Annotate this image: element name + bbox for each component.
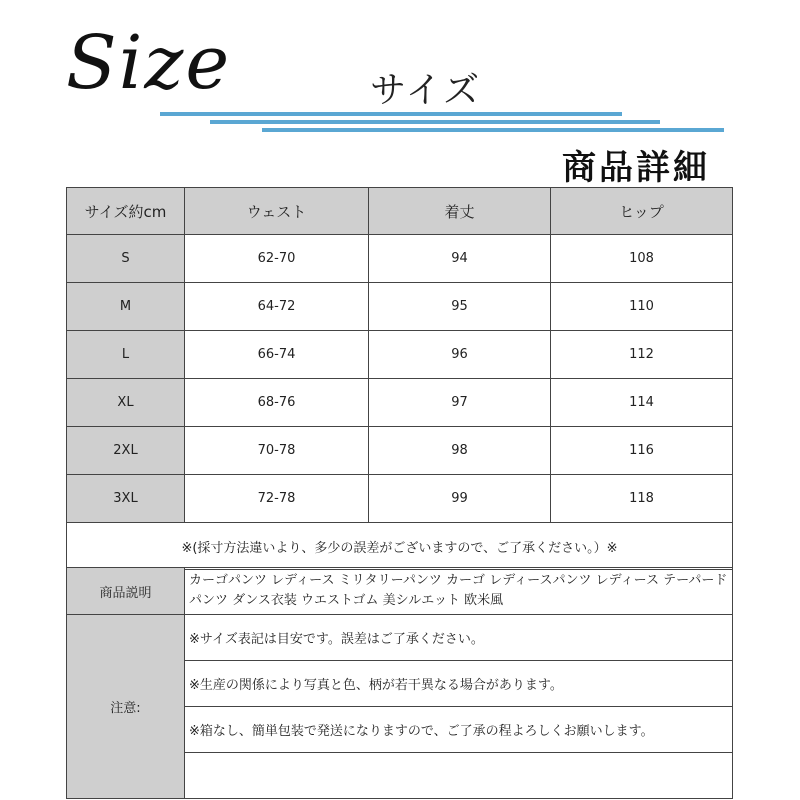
column-header-hip: ヒップ [551,188,733,235]
caution-label: 注意: [67,615,185,799]
description-label: 商品説明 [67,568,185,615]
size-cell: L [67,331,185,379]
accent-line [262,128,724,132]
length-cell: 97 [369,379,551,427]
section-title: 商品詳細 [562,148,710,188]
caution-item: ※サイズ表記は目安です。誤差はご了承ください。 [185,615,733,661]
size-cell: S [67,235,185,283]
waist-cell: 72-78 [185,475,369,523]
waist-cell: 68-76 [185,379,369,427]
info-table [66,567,733,799]
size-cell: M [67,283,185,331]
length-cell: 95 [369,283,551,331]
description-text: カーゴパンツ レディース ミリタリーパンツ カーゴ レディースパンツ レディース テーパードパンツ ダンス衣装 ウエストゴム 美シルエット 欧米風 [185,568,733,615]
caution-row [67,615,733,661]
waist-cell: 70-78 [185,427,369,475]
table-header-row [67,188,733,235]
waist-cell: 66-74 [185,331,369,379]
table-row [67,235,733,283]
table-row [67,427,733,475]
hip-cell: 118 [551,475,733,523]
accent-line [160,112,622,116]
length-cell: 94 [369,235,551,283]
table-row [67,283,733,331]
column-header-length: 着丈 [369,188,551,235]
table-row [67,475,733,523]
size-logo: Size [66,20,232,106]
waist-cell: 64-72 [185,283,369,331]
length-cell: 98 [369,427,551,475]
waist-cell: 62-70 [185,235,369,283]
caution-item: ※生産の関係により写真と色、柄が若干異なる場合があります。 [185,661,733,707]
table-row [67,379,733,427]
subtitle: サイズ [370,70,482,111]
caution-item: ※箱なし、簡単包装で発送になりますので、ご了承の程よろしくお願いします。 [185,707,733,753]
size-cell: 2XL [67,427,185,475]
note-row [67,523,733,570]
size-cell: 3XL [67,475,185,523]
length-cell: 96 [369,331,551,379]
measurement-note: ※(採寸方法違いより、多少の誤差がございますので、ご了承ください。）※ [67,523,733,570]
hip-cell: 114 [551,379,733,427]
caution-item [185,753,733,799]
hip-cell: 116 [551,427,733,475]
length-cell: 99 [369,475,551,523]
table-row [67,331,733,379]
accent-line [210,120,660,124]
hip-cell: 112 [551,331,733,379]
hip-cell: 108 [551,235,733,283]
column-header-waist: ウェスト [185,188,369,235]
hip-cell: 110 [551,283,733,331]
column-header-size: サイズ約cm [67,188,185,235]
size-cell: XL [67,379,185,427]
size-table [66,187,733,570]
description-row [67,568,733,615]
